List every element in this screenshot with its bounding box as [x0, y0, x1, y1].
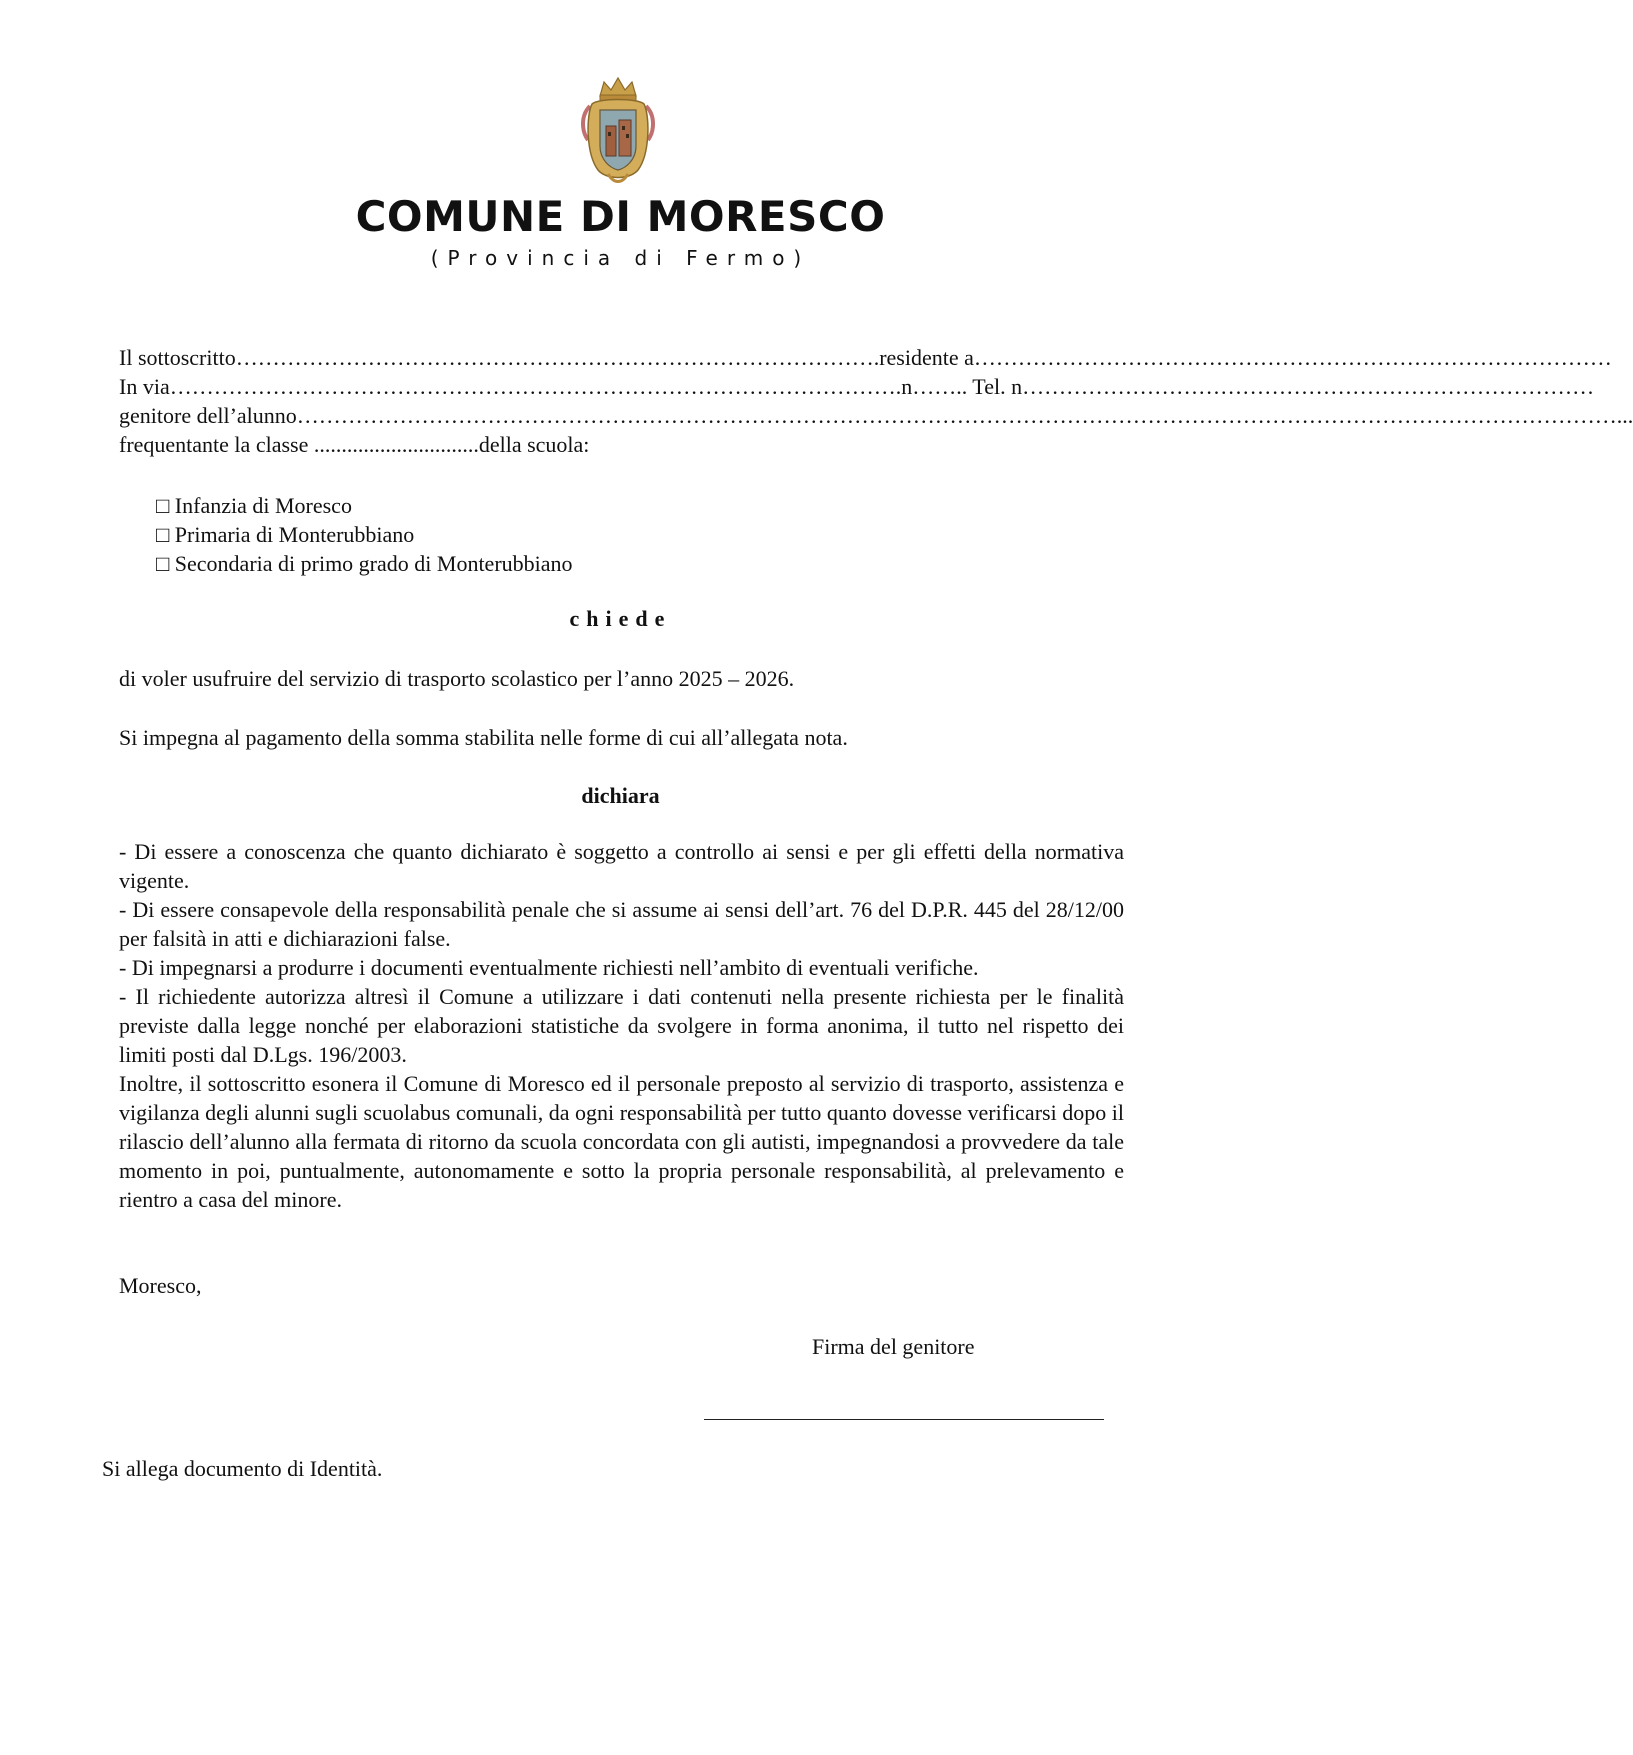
- form-line-classe[interactable]: frequentante la classe ..............................della scuola:: [119, 432, 590, 457]
- dichiara-list: [119, 837, 1124, 1214]
- dichiara-item: - Di impegnarsi a produrre i documenti eventualmente richiesti nell’ambito di eventuali verifiche.: [119, 955, 979, 980]
- heading-chiede: chiede: [569, 606, 672, 631]
- form-line-alunno[interactable]: genitore dell’alunno………………………………………………………………………………………………………………………………………………………………...: [119, 403, 1633, 428]
- page-title: COMUNE DI MORESCO: [355, 192, 886, 241]
- form-line-sottoscritto[interactable]: Il sottoscritto…………………………………………………………………………….residente a……………………………………………………………………………: [119, 345, 1612, 370]
- chiede-text-1: di voler usufruire del servizio di trasporto scolastico per l’anno 2025 – 2026.: [119, 666, 795, 691]
- form-line-via[interactable]: In via……………………………………………………………………………………….n…….. Tel. n……………………………………………………………………: [119, 374, 1595, 399]
- dichiara-item: Inoltre, il sottoscritto esonera il Comune di Moresco ed il personale preposto al servizio di trasporto, assistenza e vigilanza degli alunni sugli scuolabus comunali, da ogni responsabilità per tutto quanto dovesse verificarsi dopo il rilascio dell’alunno alla fermata di ritorno da scuola concordata con gli autisti, impegnandosi a provvedere da tale momento in poi, puntualmente, autonomamente e sotto la propria personale responsabilità, al prelevamento e rientro a casa del minore.: [119, 1071, 1124, 1212]
- option-infanzia[interactable]: □ Infanzia di Moresco: [156, 493, 352, 518]
- dichiara-item: - Di essere consapevole della responsabilità penale che si assume ai sensi dell’art. 76 del D.P.R. 445 del 28/12/00 per falsità in atti e dichiarazioni false.: [119, 897, 1124, 951]
- option-primaria[interactable]: □ Primaria di Monterubbiano: [156, 522, 415, 547]
- place-label: Moresco,: [119, 1273, 202, 1298]
- page-subtitle: (Provincia di Fermo): [430, 246, 811, 270]
- dichiara-item: - Il richiedente autorizza altresì il Comune a utilizzare i dati contenuti nella presente richiesta per le finalità previste dalla legge nonché per elaborazioni statistiche da svolgere in forma anonima, il tutto nel rispetto dei limiti posti dal D.Lgs. 196/2003.: [119, 984, 1124, 1067]
- chiede-text-2: Si impegna al pagamento della somma stabilita nelle forme di cui all’allegata nota.: [119, 725, 848, 750]
- coat-of-arms-icon: [578, 76, 658, 188]
- signature-line[interactable]: [704, 1419, 1104, 1420]
- dichiara-item: - Di essere a conoscenza che quanto dichiarato è soggetto a controllo ai sensi e per gli effetti della normativa vigente.: [119, 839, 1124, 893]
- attachment-note: Si allega documento di Identità.: [102, 1456, 383, 1481]
- option-secondaria[interactable]: □ Secondaria di primo grado di Monterubbiano: [156, 551, 573, 576]
- signature-label: Firma del genitore: [812, 1334, 975, 1359]
- heading-dichiara: dichiara: [581, 783, 660, 808]
